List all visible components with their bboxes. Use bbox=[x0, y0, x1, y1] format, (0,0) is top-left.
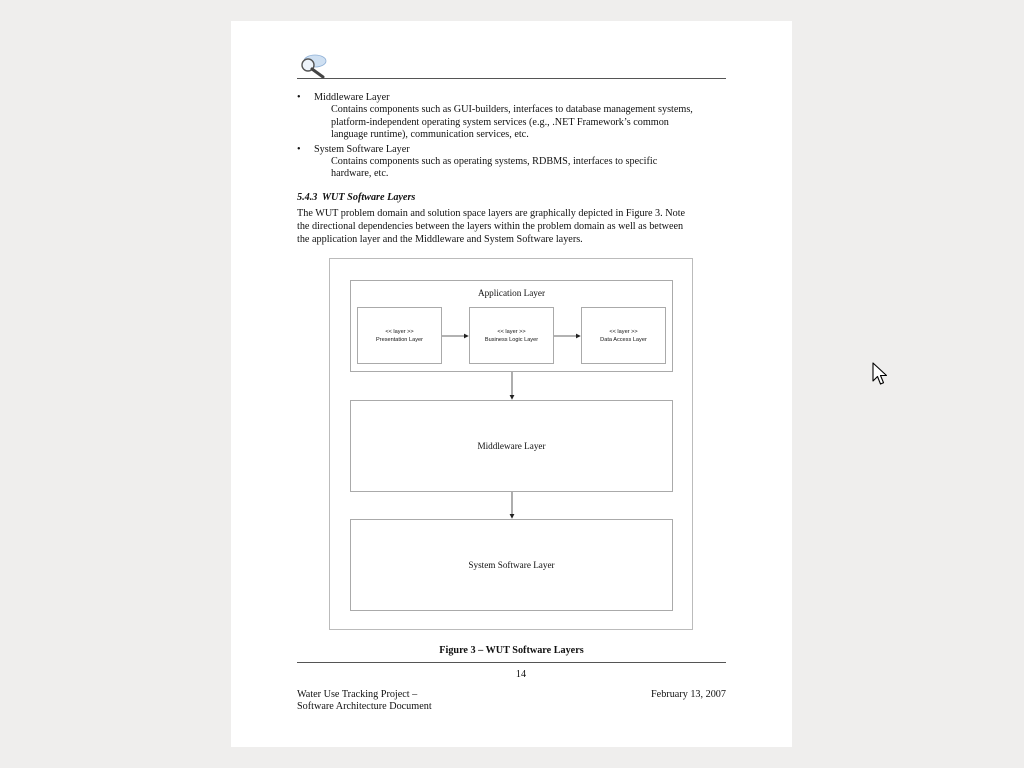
bullet-title: Middleware Layer bbox=[314, 92, 390, 103]
section-paragraph bbox=[297, 207, 727, 246]
system-software-layer-label: System Software Layer bbox=[468, 560, 555, 570]
bullet-icon: • bbox=[297, 92, 301, 103]
mouse-cursor-icon bbox=[872, 362, 888, 386]
presentation-layer-box bbox=[357, 307, 442, 364]
stereotype-label: << layer >> bbox=[497, 328, 526, 335]
header-rule bbox=[297, 78, 726, 79]
page-number: 14 bbox=[515, 669, 527, 680]
middleware-layer-box bbox=[350, 400, 673, 492]
stereotype-label: << layer >> bbox=[609, 328, 638, 335]
system-software-layer-box bbox=[350, 519, 673, 611]
list-item bbox=[297, 92, 727, 142]
description-line: Contains components such as GUI-builders, interfaces to database management systems, bbox=[331, 104, 693, 116]
footer-line: Water Use Tracking Project – bbox=[297, 689, 418, 700]
description-line: platform-independent operating system services (e.g., .NET Framework’s common bbox=[331, 116, 669, 128]
bullet-title: System Software Layer bbox=[314, 143, 410, 155]
footer-line: Software Architecture Document bbox=[297, 701, 432, 713]
business-logic-layer-label: Business Logic Layer bbox=[484, 336, 539, 343]
paragraph-line: the directional dependencies between the layers within the problem domain as well as between bbox=[297, 221, 684, 232]
data-access-layer-label: Data Access Layer bbox=[600, 336, 647, 343]
layer-diagram bbox=[329, 258, 693, 630]
bullet-description bbox=[314, 156, 727, 181]
stereotype-label: << layer >> bbox=[385, 328, 414, 335]
bullet-icon: • bbox=[297, 143, 301, 155]
section-heading bbox=[297, 192, 415, 203]
footer-document-title bbox=[297, 689, 432, 714]
figure-caption: Figure 3 – WUT Software Layers bbox=[439, 645, 584, 656]
footer-rule bbox=[297, 662, 726, 663]
document-page bbox=[231, 21, 792, 747]
paragraph-line: the application layer and the Middleware and System Software layers. bbox=[297, 234, 583, 245]
presentation-layer-label: Presentation Layer bbox=[376, 336, 423, 343]
application-layer-label: Application Layer bbox=[477, 288, 546, 298]
data-access-layer-box bbox=[581, 307, 666, 364]
list-item bbox=[297, 144, 727, 181]
footer-date: February 13, 2007 bbox=[651, 689, 726, 700]
description-line: hardware, etc. bbox=[331, 168, 389, 180]
bullet-list bbox=[297, 92, 727, 183]
section-title: WUT Software Layers bbox=[322, 192, 416, 203]
bullet-description bbox=[314, 104, 727, 141]
section-number: 5.4.3 bbox=[297, 192, 318, 203]
paragraph-line: The WUT problem domain and solution space layers are graphically depicted in Figure 3. Note bbox=[297, 208, 686, 219]
magnifier-logo-icon bbox=[297, 53, 331, 79]
middleware-layer-label: Middleware Layer bbox=[477, 441, 546, 451]
business-logic-layer-box bbox=[469, 307, 554, 364]
description-line: Contains components such as operating systems, RDBMS, interfaces to specific bbox=[331, 156, 658, 168]
description-line: language runtime), communication services, etc. bbox=[331, 129, 529, 141]
